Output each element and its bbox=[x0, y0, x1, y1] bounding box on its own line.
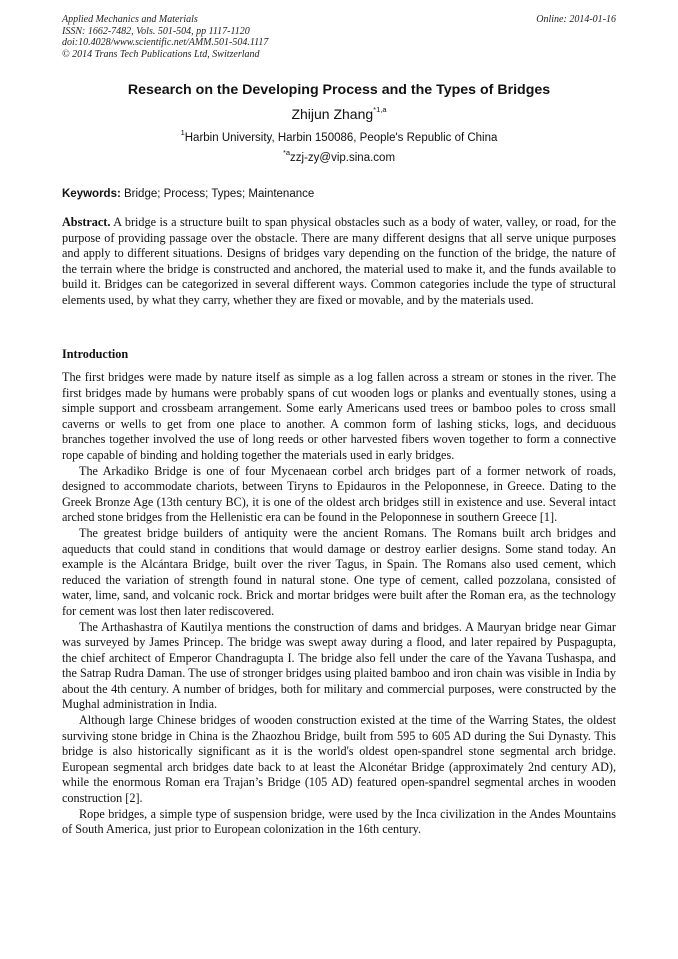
author-email: zzj-zy@vip.sina.com bbox=[290, 152, 396, 164]
affiliation: Harbin University, Harbin 150086, People's Republic of China bbox=[184, 132, 498, 144]
introduction-body bbox=[62, 370, 616, 838]
author-name: Zhijun Zhang bbox=[291, 106, 374, 122]
email-line bbox=[0, 148, 678, 164]
paragraph: Although large Chinese bridges of wooden construction existed at the time of the Warring States, the oldest surviving stone bridge in China is the Zhaozhou Bridge, built from 595 to 605 AD during the Sui Dynasty. This bridge is also historically significant as it is the world's oldest open-spandrel stone segmental arch bridge. European segmental arch bridges date back to at least the Alconétar Bridge (approximately 2nd century AD), while the enormous Roman era Trajan’s Bridge (105 AD) featured open-spandrel segmental arches in wooden construction [2]. bbox=[62, 713, 616, 806]
online-date: Online: 2014-01-16 bbox=[536, 14, 616, 25]
issn-line: ISSN: 1662-7482, Vols. 501-504, pp 1117-1120 bbox=[62, 25, 250, 37]
paragraph: The first bridges were made by nature itself as simple as a log fallen across a stream or stones in the river. The first bridges made by humans were probably spans of cut wooden logs or planks and eventually stones, using a simple support and crossbeam arrangement. Some early Americans used trees or bamboo poles to cross small caverns or wells to get from one place to another. A common form of lashing sticks, logs, and deciduous branches together involved the use of long reeds or other harvested fibers woven together to form a connective rope capable of binding and holding together the materials used in early bridges. bbox=[62, 370, 616, 462]
section-heading-introduction: Introduction bbox=[62, 347, 129, 361]
keywords-label: Keywords: bbox=[62, 188, 121, 200]
paragraph: The Arthashastra of Kautilya mentions the construction of dams and bridges. A Mauryan bridge near Gimar was surveyed by James Princep. The bridge was swept away during a flood, and later repaired by Puspagupta, the chief architect of Emperor Chandragupta I. The bridge also fell under the care of the Yavana Tushaspa, and the Satrap Rudra Daman. The use of stronger bridges using plaited bamboo and iron chain was visible in India by about the 4th century. A number of bridges, both for military and commercial purposes, were constructed by the Mughal administration in India. bbox=[62, 619, 616, 712]
copyright-line: © 2014 Trans Tech Publications Ltd, Switzerland bbox=[62, 48, 260, 60]
doi-line: doi:10.4028/www.scientific.net/AMM.501-504.1117 bbox=[62, 37, 269, 48]
paragraph: Rope bridges, a simple type of suspension bridge, were used by the Inca civilization in the Andes Mountains of South America, just prior to European colonization in the 16th century. bbox=[62, 806, 616, 837]
journal-header bbox=[62, 14, 616, 60]
paragraph: The Arkadiko Bridge is one of four Mycenaean corbel arch bridges part of a former network of roads, designed to accommodate chariots, between Tiryns to Epidauros in the Peloponnese, in Greece. Dating to the Greek Bronze Age (13th century BC), it is one of the oldest arch bridges still in existence and use. Several intact arched stone bridges from the Hellenistic era can be found in the Peloponnese in southern Greece [1]. bbox=[62, 463, 616, 525]
author-superscript: *1,a bbox=[373, 105, 387, 115]
abstract-text: A bridge is a structure built to span physical obstacles such as a body of water, valley, or road, for the purpose of providing passage over the obstacle. There are many different designs that all serve unique purposes and apply to different situations. Designs of bridges vary depending on the function of the bridge, the nature of the terrain where the bridge is constructed and anchored, the material used to make it, and the funds available to build it. Bridges can be categorized in several different ways. Common categories include the type of structural elements used, by what they carry, whether they are fixed or movable, and by the materials used. bbox=[62, 215, 616, 307]
email-superscript: *a bbox=[282, 148, 291, 158]
paper-title: Research on the Developing Process and the Types of Bridges bbox=[127, 82, 551, 98]
keywords-text: Bridge; Process; Types; Maintenance bbox=[120, 188, 315, 200]
abstract-label: Abstract. bbox=[62, 215, 111, 229]
journal-name: Applied Mechanics and Materials bbox=[62, 14, 198, 25]
paragraph: The greatest bridge builders of antiquity were the ancient Romans. The Romans built arch bridges and aqueducts that could stand in conditions that would damage or destroy earlier designs. Some stand today. An example is the Alcántara Bridge, built over the river Tagus, in Spain. The Romans also used cement, which reduced the variation of strength found in natural stone. One type of cement, called pozzolana, consisted of water, lime, sand, and volcanic rock. Brick and mortar bridges were built after the Roman era, as the technology for cement was lost then later rediscovered. bbox=[62, 525, 616, 618]
abstract bbox=[62, 215, 616, 309]
keywords bbox=[62, 188, 616, 200]
affiliation-line bbox=[0, 128, 678, 144]
affiliation-superscript: 1 bbox=[180, 128, 185, 138]
author-line bbox=[0, 106, 678, 122]
